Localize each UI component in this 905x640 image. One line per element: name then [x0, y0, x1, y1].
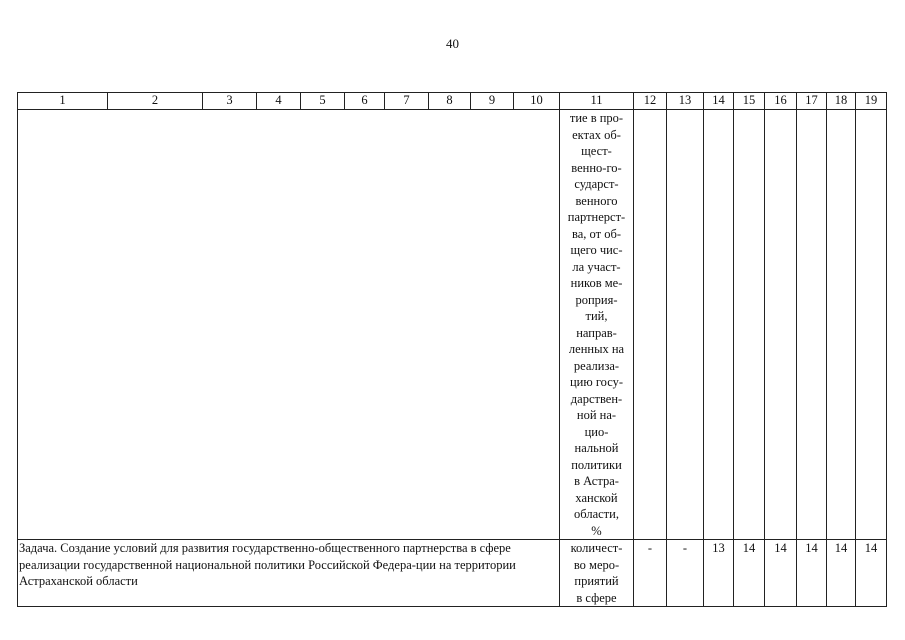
empty-cell: [827, 110, 856, 540]
value-cell: 14: [827, 540, 856, 607]
header-cell: 10: [514, 93, 560, 110]
indicator-cell: тие в про- ектах об- щест- венно-го- сударст- венного партнерст- ва, от об- щего чис- ла участ- ников ме- роприя- тий, направ- ленных на реализа- цию госу- дарствен- ной на- цио- нальной политики в Астра- ханской области, %: [560, 110, 634, 540]
empty-cell: [667, 110, 704, 540]
page-number: 40: [446, 36, 459, 51]
header-cell: 19: [856, 93, 887, 110]
header-cell: 18: [827, 93, 856, 110]
value-cell: 14: [734, 540, 765, 607]
table-row: [18, 540, 887, 607]
table-row: [18, 110, 887, 540]
empty-cell: [704, 110, 734, 540]
header-cell: 13: [667, 93, 704, 110]
header-cell: 14: [704, 93, 734, 110]
value-cell: 14: [856, 540, 887, 607]
document-table: [17, 92, 887, 607]
value-cell: 14: [797, 540, 827, 607]
empty-cell: [734, 110, 765, 540]
table-header-row: [18, 93, 887, 110]
header-cell: 2: [108, 93, 203, 110]
header-cell: 17: [797, 93, 827, 110]
header-cell: 3: [203, 93, 257, 110]
value-cell: -: [634, 540, 667, 607]
header-cell: 7: [385, 93, 429, 110]
empty-cell: [634, 110, 667, 540]
header-cell: 8: [429, 93, 471, 110]
header-cell: 4: [257, 93, 301, 110]
header-cell: 6: [345, 93, 385, 110]
task-cell: Задача. Создание условий для развития государственно-общественного партнерства в сфере реализации государственной национальной политики Российской Федера-ции на территории Астраханской области: [18, 540, 560, 607]
empty-merged-cell: [18, 110, 560, 540]
header-cell: 1: [18, 93, 108, 110]
header-cell: 11: [560, 93, 634, 110]
value-cell: 13: [704, 540, 734, 607]
header-cell: 16: [765, 93, 797, 110]
value-cell: 14: [765, 540, 797, 607]
empty-cell: [765, 110, 797, 540]
header-cell: 12: [634, 93, 667, 110]
empty-cell: [856, 110, 887, 540]
empty-cell: [797, 110, 827, 540]
header-cell: 9: [471, 93, 514, 110]
header-cell: 15: [734, 93, 765, 110]
indicator-cell: количест- во меро- приятий в сфере: [560, 540, 634, 607]
header-cell: 5: [301, 93, 345, 110]
value-cell: -: [667, 540, 704, 607]
